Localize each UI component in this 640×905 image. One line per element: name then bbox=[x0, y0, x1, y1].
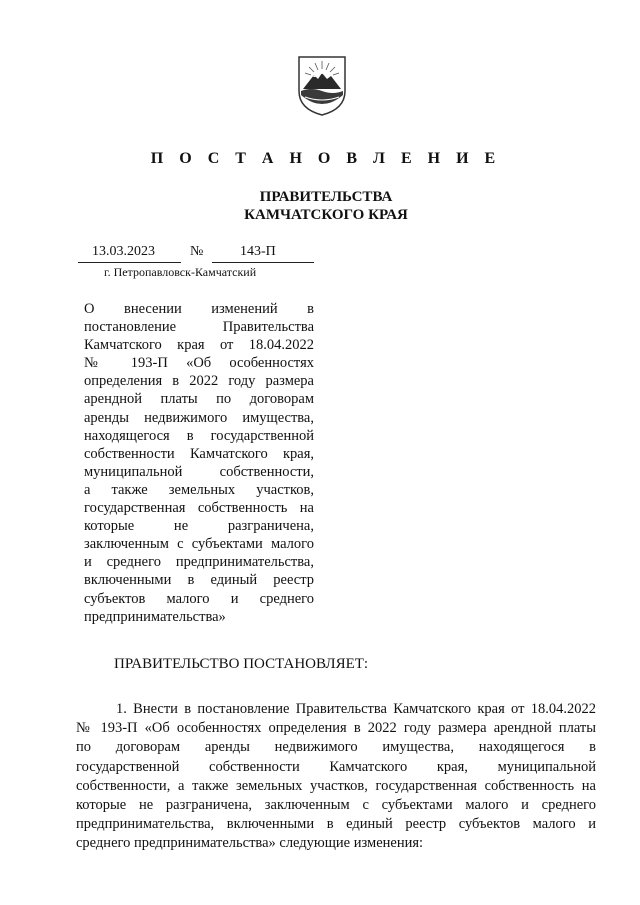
number-underline bbox=[212, 262, 314, 263]
subject-line: муниципальной собственности, bbox=[84, 463, 314, 480]
document-subject bbox=[84, 300, 314, 626]
subject-line: № 193-П «Об особенностях bbox=[84, 355, 314, 372]
date-underline bbox=[78, 262, 181, 263]
subject-line: находящегося в государственной bbox=[84, 427, 314, 444]
subject-line: определения в 2022 году размера bbox=[84, 373, 314, 390]
body-line: № 193-П «Об особенностях определения в 2022 году размера арендной платы bbox=[76, 720, 596, 737]
subject-line: предпринимательства» bbox=[84, 608, 226, 625]
subject-line: арендной платы по договорам bbox=[84, 391, 314, 408]
document-type-title: П О С Т А Н О В Л Е Н И Е bbox=[150, 150, 502, 167]
subject-line: и среднего предпринимательства, bbox=[84, 554, 314, 571]
body-line: по договорам аренды недвижимого имущества, находящегося в bbox=[76, 739, 596, 756]
body-line: которые не разграничена, заключенным с субъектами малого и среднего bbox=[76, 797, 596, 814]
body-line: собственности, а также земельных участков, государственная собственность на bbox=[76, 777, 596, 794]
subject-line: субъектов малого и среднего bbox=[84, 590, 314, 607]
issuing-authority bbox=[0, 188, 640, 224]
subject-line: О внесении изменений в bbox=[84, 301, 314, 317]
kamchatka-coat-of-arms-icon bbox=[297, 55, 347, 117]
document-city: г. Петропавловск-Камчатский bbox=[104, 265, 257, 279]
subject-line: аренды недвижимого имущества, bbox=[84, 409, 314, 426]
subject-line: Камчатского края от 18.04.2022 bbox=[84, 337, 314, 354]
body-line: среднего предпринимательства» следующие изменения: bbox=[76, 835, 424, 852]
body-line: предпринимательства, включенными в единый реестр субъектов малого и bbox=[76, 816, 596, 833]
authority-line-1: ПРАВИТЕЛЬСТВА bbox=[259, 189, 393, 205]
subject-line: включенными в единый реестр bbox=[84, 572, 314, 589]
subject-line: заключенным с субъектами малого bbox=[84, 536, 314, 553]
body-line: государственной собственности Камчатского края, муниципальной bbox=[76, 758, 596, 775]
subject-line: постановление Правительства bbox=[84, 319, 314, 336]
subject-line: государственная собственность на bbox=[84, 500, 314, 517]
document-date: 13.03.2023 bbox=[92, 244, 155, 259]
subject-line: которые не разграничена, bbox=[84, 518, 314, 535]
body-paragraph bbox=[76, 700, 596, 854]
subject-line: собственности Камчатского края, bbox=[84, 445, 314, 462]
authority-line-2: КАМЧАТСКОГО КРАЯ bbox=[244, 207, 408, 223]
number-sign: № bbox=[190, 244, 204, 259]
body-line: 1. Внести в постановление Правительства Камчатского края от 18.04.2022 bbox=[116, 701, 596, 717]
document-number: 143-П bbox=[240, 244, 276, 259]
decree-heading: ПРАВИТЕЛЬСТВО ПОСТАНОВЛЯЕТ: bbox=[114, 656, 369, 672]
subject-line: а также земельных участков, bbox=[84, 481, 314, 498]
